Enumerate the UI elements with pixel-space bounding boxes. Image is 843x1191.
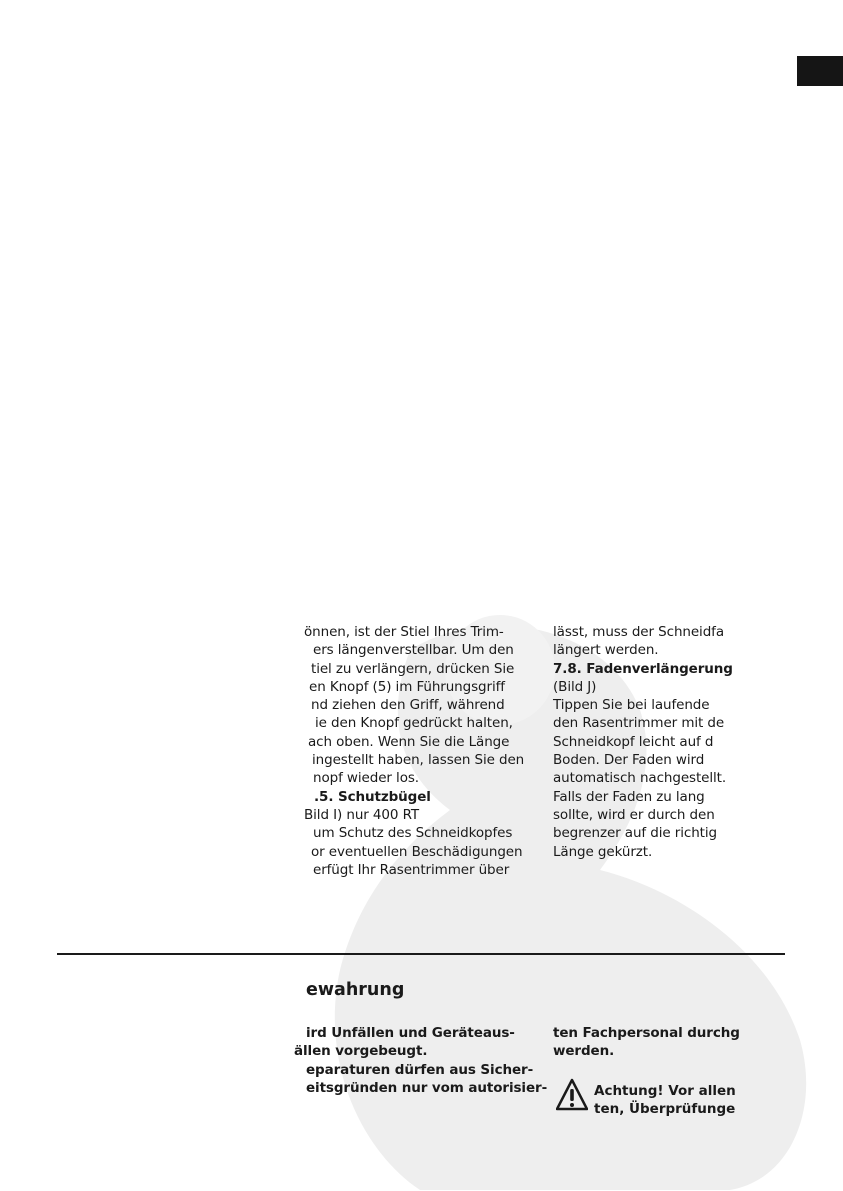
text-line: nopf wieder los. xyxy=(313,770,419,787)
text-line: nd ziehen den Griff, während xyxy=(311,697,505,714)
section-heading-7-8: 7.8. Fadenverlängerung xyxy=(553,660,733,677)
text-line: ingestellt haben, lassen Sie den xyxy=(312,752,525,769)
section-divider xyxy=(57,953,785,955)
text-line: en Knopf (5) im Führungsgriff xyxy=(309,678,505,695)
text-line: Schneidkopf leicht auf d xyxy=(553,733,714,750)
text-line: längert werden. xyxy=(553,642,659,659)
section-subheading: Bild I) nur 400 RT xyxy=(304,806,420,823)
text-line: Tippen Sie bei laufende xyxy=(553,697,710,714)
text-line: tiel zu verlängern, drücken Sie xyxy=(311,660,515,677)
text-line: önnen, ist der Stiel Ihres Trim- xyxy=(304,624,504,640)
warning-triangle-icon xyxy=(556,1078,588,1112)
text-line: Achtung! Vor allen xyxy=(594,1083,736,1099)
text-line: lässt, muss der Schneidfa xyxy=(553,624,725,640)
column-right-bottom xyxy=(553,1024,740,1061)
text-line: werden. xyxy=(553,1043,615,1060)
text-line: ie den Knopf gedrückt halten, xyxy=(315,715,513,732)
text-line: den Rasentrimmer mit de xyxy=(553,715,725,732)
text-line: automatisch nachgestellt. xyxy=(553,770,727,787)
text-line: erfügt Ihr Rasentrimmer über xyxy=(313,861,510,878)
text-line: um Schutz des Schneidkopfes xyxy=(313,825,513,842)
section-title: ewahrung xyxy=(306,980,405,1000)
text-line: ird Unfällen und Geräteaus- xyxy=(306,1025,515,1041)
text-line: sollte, wird er durch den xyxy=(553,806,715,823)
text-line: ten, Überprüfunge xyxy=(594,1101,736,1118)
text-line: ten Fachpersonal durchg xyxy=(553,1025,740,1041)
warning-text xyxy=(594,1082,736,1119)
text-line: begrenzer auf die richtig xyxy=(553,825,717,842)
column-left-bottom xyxy=(294,1024,547,1097)
column-left-top xyxy=(304,623,524,879)
text-line: Boden. Der Faden wird xyxy=(553,752,705,769)
text-line: ällen vorgebeugt. xyxy=(294,1043,428,1060)
column-right-top xyxy=(553,623,733,861)
text-line: eitsgründen nur vom autorisier- xyxy=(306,1079,548,1096)
text-line: or eventuellen Beschädigungen xyxy=(311,843,523,860)
text-line: Falls der Faden zu lang xyxy=(553,788,705,805)
language-tab-marker xyxy=(797,56,843,86)
section-subheading: (Bild J) xyxy=(553,678,597,695)
text-line: eparaturen dürfen aus Sicher- xyxy=(306,1061,534,1078)
text-line: ach oben. Wenn Sie die Länge xyxy=(308,733,510,750)
text-line: Länge gekürzt. xyxy=(553,843,653,860)
section-heading-7-5: .5. Schutzbügel xyxy=(314,788,431,805)
text-line: ers längenverstellbar. Um den xyxy=(313,642,514,659)
